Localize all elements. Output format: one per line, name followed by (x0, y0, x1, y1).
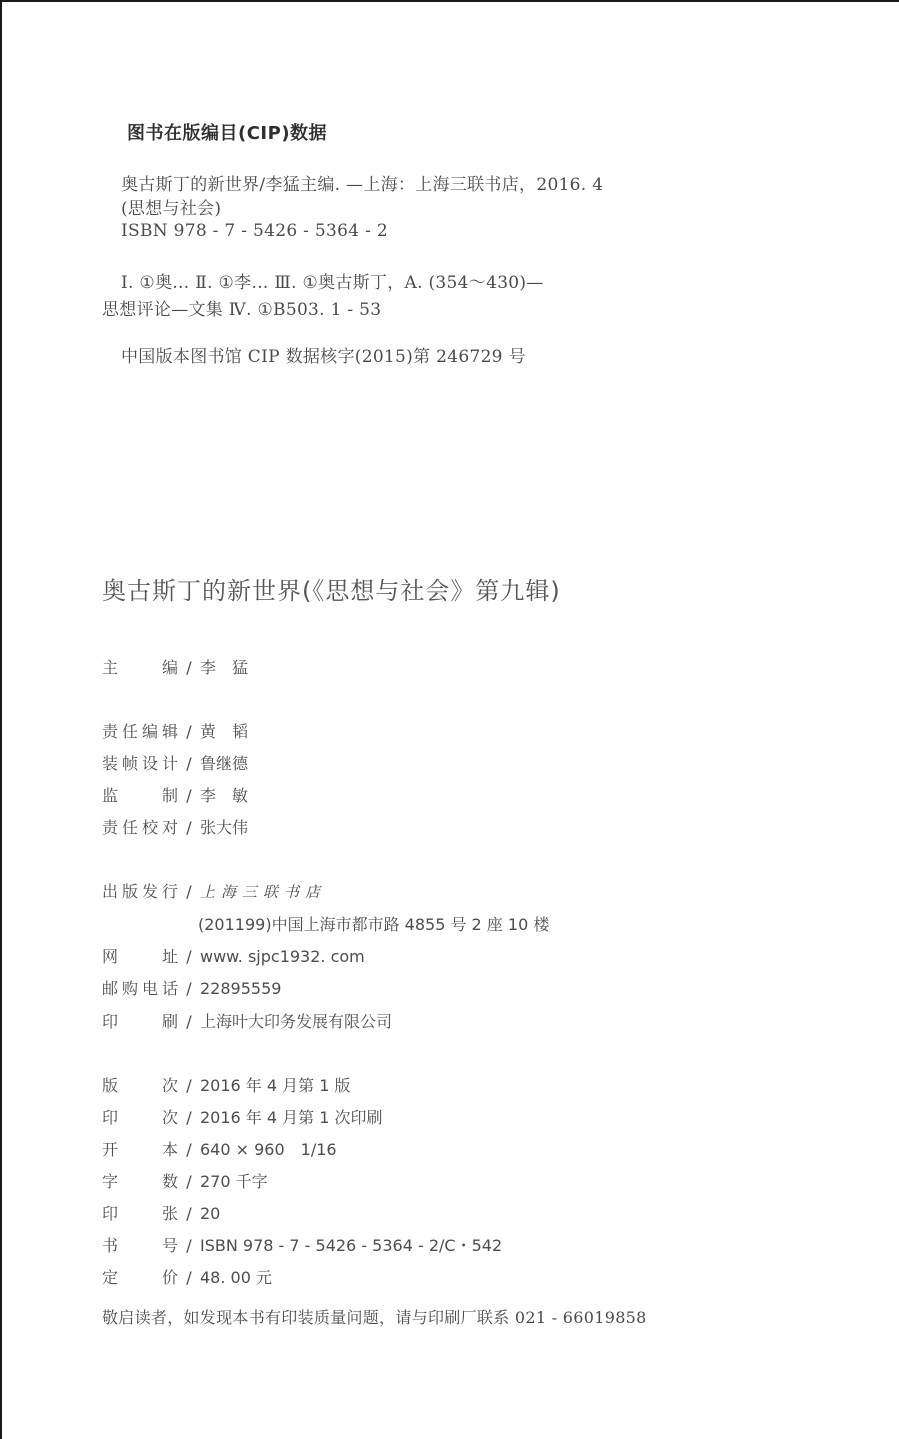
separator: / (186, 1236, 192, 1255)
spec-row (102, 1073, 351, 1096)
spec-label: 字 数 (102, 1172, 178, 1191)
spec-value: 2016 年 4 月第 1 次印刷 (200, 1108, 383, 1127)
spec-label: 版 次 (102, 1076, 178, 1095)
spec-row (102, 1169, 268, 1192)
spec-row (102, 1265, 272, 1288)
staff-value: 鲁继德 (200, 754, 249, 773)
separator: / (186, 1140, 192, 1159)
spec-label: 定 价 (102, 1268, 178, 1287)
publisher-row (102, 879, 326, 902)
editor-value: 李 猛 (200, 658, 249, 677)
spec-row (102, 1105, 383, 1128)
separator: / (186, 1204, 192, 1223)
staff-value: 黄 韬 (200, 722, 249, 741)
staff-row (102, 783, 248, 806)
editor-label: 主 编 (102, 658, 178, 677)
staff-label: 装帧设计 (102, 754, 178, 773)
spec-value: 2016 年 4 月第 1 版 (200, 1076, 351, 1095)
publisher-address: (201199)中国上海市都市路 4855 号 2 座 10 楼 (198, 915, 550, 934)
spec-label: 开 本 (102, 1140, 178, 1159)
spec-row (102, 1201, 220, 1224)
publisher-address-row (198, 912, 549, 935)
contact-row (102, 1009, 392, 1032)
contact-row (102, 944, 365, 967)
contact-label: 网 址 (102, 947, 178, 966)
cip-line-isbn: ISBN 978 - 7 - 5426 - 5364 - 2 (121, 221, 388, 241)
separator: / (186, 754, 192, 773)
cip-line-series: (思想与社会) (121, 199, 222, 219)
staff-label: 责任编辑 (102, 722, 178, 741)
separator: / (186, 818, 192, 837)
contact-label: 印 刷 (102, 1012, 178, 1031)
reader-notice: 敬启读者，如发现本书有印装质量问题，请与印刷厂联系 021 - 66019858 (102, 1308, 647, 1327)
publisher-name-logo: 上海三联书店 (200, 883, 327, 901)
staff-row (102, 751, 248, 774)
printer-value: 上海叶大印务发展有限公司 (200, 1012, 393, 1031)
cip-line-title: 奥古斯丁的新世界/李猛主编. —上海：上海三联书店，2016. 4 (121, 175, 604, 195)
publisher-label: 出版发行 (102, 882, 178, 901)
spec-label: 书 号 (102, 1236, 178, 1255)
separator: / (186, 1076, 192, 1095)
staff-value: 李 敏 (200, 786, 249, 805)
separator: / (186, 1172, 192, 1191)
cip-line-classification-cont: 思想评论—文集 Ⅳ. ①B503. 1 - 53 (102, 300, 382, 320)
staff-row (102, 719, 248, 742)
spec-row (102, 1233, 502, 1256)
book-title: 奥古斯丁的新世界(《思想与社会》第九辑) (102, 577, 561, 605)
separator: / (186, 882, 192, 901)
mail-order-phone-value: 22895559 (200, 979, 282, 998)
spec-row (102, 1137, 337, 1160)
cip-line-classification: Ⅰ. ①奥… Ⅱ. ①李… Ⅲ. ①奥古斯丁，A. (354～430)— (121, 273, 544, 293)
separator: / (186, 1108, 192, 1127)
contact-label: 邮购电话 (102, 979, 178, 998)
spec-label: 印 次 (102, 1108, 178, 1127)
spec-value: 20 (200, 1204, 221, 1223)
spec-label: 印 张 (102, 1204, 178, 1223)
spec-value: 640 × 960 1/16 (200, 1140, 337, 1159)
staff-value: 张大伟 (200, 818, 249, 837)
contact-row (102, 976, 281, 999)
staff-label: 监 制 (102, 786, 178, 805)
separator: / (186, 947, 192, 966)
staff-label: 责任校对 (102, 818, 178, 837)
separator: / (186, 1268, 192, 1287)
separator: / (186, 1012, 192, 1031)
spec-value: 48. 00 元 (200, 1268, 272, 1287)
cip-heading: 图书在版编目(CIP)数据 (127, 123, 328, 144)
page-border-top (0, 0, 899, 2)
editor-row (102, 655, 248, 678)
separator: / (186, 658, 192, 677)
website-value: www. sjpc1932. com (200, 947, 365, 966)
spec-value: ISBN 978 - 7 - 5426 - 5364 - 2/C・542 (200, 1236, 503, 1255)
spec-value: 270 千字 (200, 1172, 268, 1191)
separator: / (186, 979, 192, 998)
separator: / (186, 722, 192, 741)
cip-line-record-number: 中国版本图书馆 CIP 数据核字(2015)第 246729 号 (121, 347, 526, 367)
separator: / (186, 786, 192, 805)
staff-row (102, 815, 248, 838)
page-border-left (0, 0, 2, 1439)
